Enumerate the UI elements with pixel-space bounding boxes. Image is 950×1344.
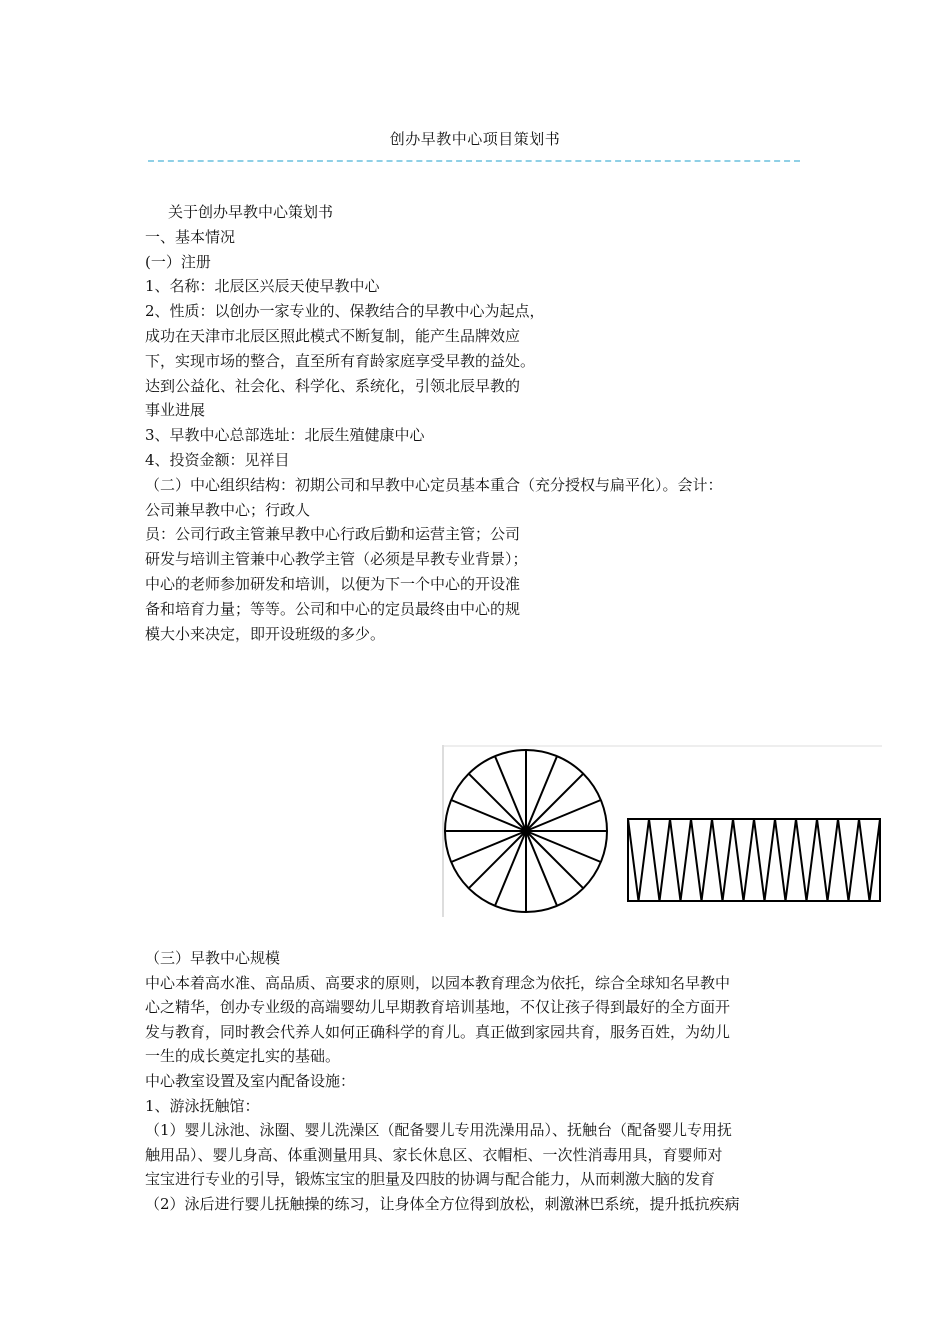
circle-spoke bbox=[469, 774, 526, 831]
text-line: 成功在天津市北辰区照此模式不断复制，能产生品牌效应 bbox=[145, 327, 521, 345]
text-line: 员：公司行政主管兼早教中心行政后勤和运营主管；公司 bbox=[145, 525, 521, 544]
text-line: 事业进展 bbox=[145, 401, 206, 420]
circle-and-zigzag-diagram bbox=[442, 745, 882, 917]
text-line: 心之精华，创办专业级的高端婴幼儿早期教育培训基地，不仅让孩子得到最好的全方面开 bbox=[145, 998, 731, 1017]
text-line: （2）泳后进行婴儿抚触操的练习，让身体全方位得到放松，刺激淋巴系统，提升抵抗疾病 bbox=[145, 1195, 740, 1213]
zigzag-rectangle bbox=[628, 819, 880, 901]
divided-circle bbox=[445, 750, 607, 912]
text-line: 发与教育，同时教会代养人如何正确科学的育儿。真正做到家园共育，服务百姓，为幼儿 bbox=[145, 1022, 731, 1041]
text-line: 模大小来决定，即开设班级的多少。 bbox=[145, 624, 386, 643]
text-line: 公司兼早教中心；行政人 bbox=[145, 500, 311, 519]
text-line: 一生的成长奠定扎实的基础。 bbox=[145, 1047, 341, 1066]
text-line: (一）注册 bbox=[145, 252, 211, 271]
circle-spoke bbox=[526, 831, 583, 888]
text-line: （1）婴儿泳池、泳圈、婴儿洗澡区（配备婴儿专用洗澡用品）、抚触台（配备婴儿专用抚 bbox=[145, 1121, 733, 1140]
circle-spoke bbox=[526, 774, 583, 831]
text-line: 2、性质：以创办一家专业的、保教结合的早教中心为起点， bbox=[145, 302, 545, 321]
text-line: 触用品）、婴儿身高、体重测量用具、家长休息区、衣帽柜、一次性消毒用具，育婴师对 bbox=[145, 1145, 723, 1164]
text-line: 中心教室设置及室内配备设施： bbox=[145, 1072, 356, 1090]
text-line: 宝宝进行专业的引导，锻炼宝宝的胆量及四肢的协调与配合能力，从而刺激大脑的发育 bbox=[145, 1170, 716, 1189]
text-line: （三）早教中心规模 bbox=[145, 949, 281, 967]
text-line: 备和培育力量；等等。公司和中心的定员最终由中心的规 bbox=[145, 599, 521, 618]
text-line: 1、游泳抚触馆： bbox=[145, 1096, 260, 1115]
text-line: 中心本着高水准、高品质、高要求的原则，以园本教育理念为依托，综合全球知名早教中 bbox=[145, 973, 731, 992]
circle-spoke bbox=[469, 831, 526, 888]
page-title: 创办早教中心项目策划书 bbox=[389, 130, 561, 148]
title-divider bbox=[148, 160, 800, 162]
text-line: 研发与培训主管兼中心教学主管（必须是早教专业背景）； bbox=[145, 550, 528, 569]
text-line: 一、基本情况 bbox=[145, 227, 236, 246]
text-line: 4、投资金额：见祥目 bbox=[145, 451, 290, 469]
text-line: 达到公益化、社会化、科学化、系统化，引领北辰早教的 bbox=[145, 376, 521, 395]
text-line: 3、早教中心总部选址：北辰生殖健康中心 bbox=[145, 426, 425, 445]
text-line: （二）中心组织结构：初期公司和早教中心定员基本重合（充分授权与扁平化）。会计： bbox=[145, 475, 723, 494]
text-line: 关于创办早教中心策划书 bbox=[168, 203, 334, 221]
text-line: 1、名称：北辰区兴辰天使早教中心 bbox=[145, 277, 380, 296]
text-line: 中心的老师参加研发和培训，以便为下一个中心的开设准 bbox=[145, 575, 521, 593]
geometry-figure bbox=[442, 745, 882, 917]
text-line: 下，实现市场的整合，直至所有育龄家庭享受早教的益处。 bbox=[145, 351, 536, 370]
